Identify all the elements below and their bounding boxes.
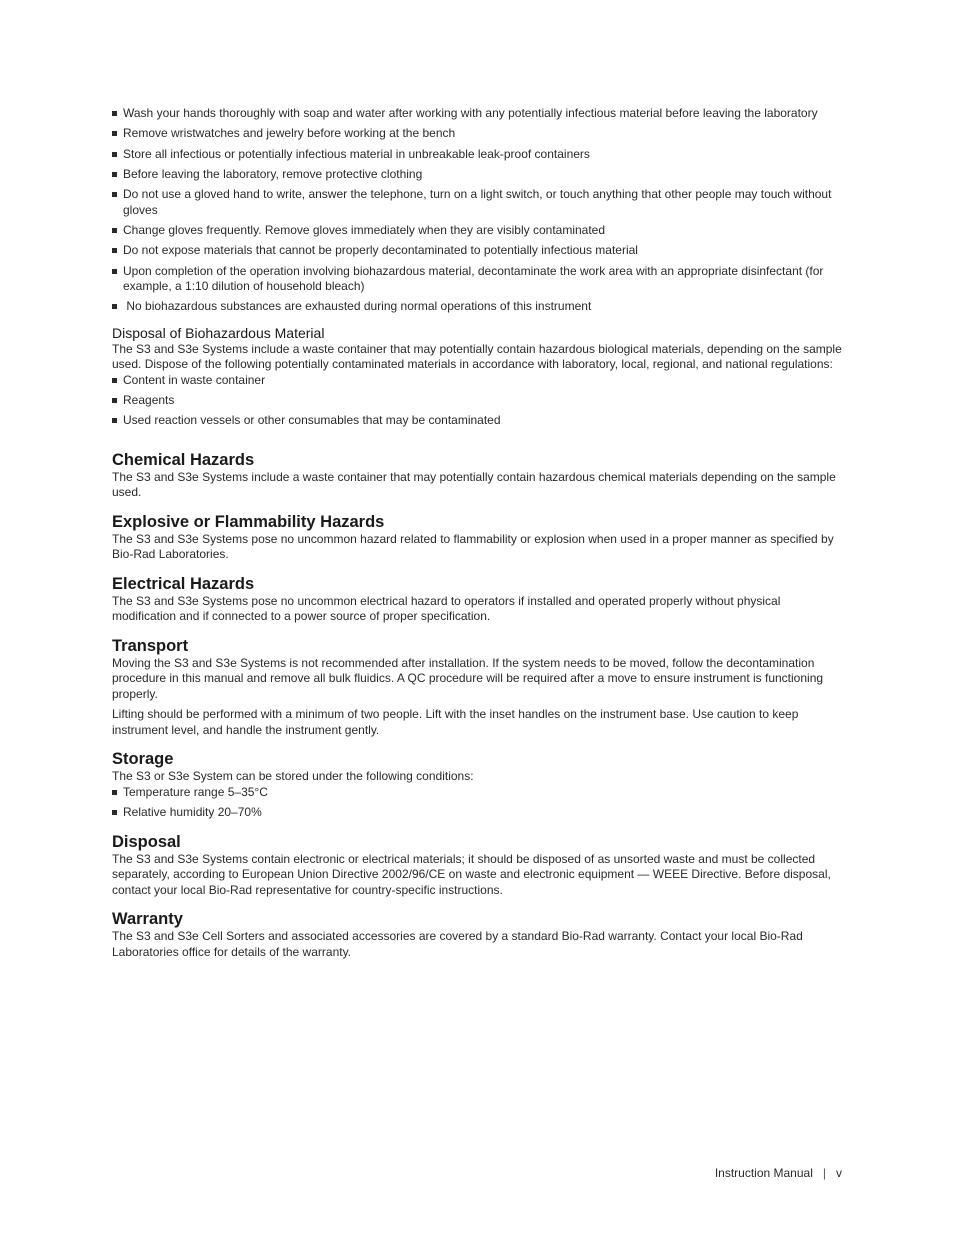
storage-heading: Storage [112,750,174,769]
bullet-square-icon [112,192,117,197]
page-content [112,106,842,960]
bullet-square-icon [112,398,117,403]
bullet-square-icon [112,248,117,253]
footer-separator: | [822,1166,826,1180]
list-item: Temperature range 5–35°C [112,785,842,801]
electrical-hazards-heading: Electrical Hazards [112,574,255,593]
chemical-hazards-text: The S3 and S3e Systems include a waste container that may potentially contain hazardous chemical materials depending on the sample used. [112,469,836,500]
bullet-square-icon [112,228,117,233]
list-item: Wash your hands thoroughly with soap and water after working with any potentially infectious material before leaving the laboratory [112,106,842,122]
transport-section [112,637,842,739]
bullet-square-icon [112,304,117,309]
transport-heading: Transport [112,636,189,655]
bullet-square-icon [112,172,117,177]
disposal-text: The S3 and S3e Systems contain electronic or electrical materials; it should be disposed of as unsorted waste and must be collected separately, according to European Union Directive 2002/96/CE on waste and electronic equipment — WEEE Directive. Before disposal, contact your local Bio-Rad representative for country-specific instructions. [112,851,831,897]
warranty-section [112,910,842,960]
bullet-square-icon [112,269,117,274]
page-footer [715,1166,842,1180]
storage-text: The S3 or S3e System can be stored under the following conditions: [112,769,474,784]
bullet-square-icon [112,378,117,383]
bullet-square-icon [112,131,117,136]
bullet-square-icon [112,152,117,157]
list-item: No biohazardous substances are exhausted during normal operations of this instrument [112,299,842,315]
electrical-hazards-text: The S3 and S3e Systems pose no uncommon electrical hazard to operators if installed and operated properly without physical modification and if connected to a power source of proper specification. [112,593,781,624]
chemical-hazards-section [112,451,842,501]
list-item: Reagents [112,393,842,409]
explosive-hazards-section [112,513,842,563]
biohazard-disposal-text: The S3 and S3e Systems include a waste container that may potentially contain hazardous biological materials, depending on the sample used. Dispose of the following potentially contaminated materials in accordance with laboratory, local, regional, and national regulations: [112,341,842,372]
bullet-square-icon [112,810,117,815]
biohazard-disposal-heading: Disposal of Biohazardous Material [112,324,325,341]
list-item: Remove wristwatches and jewelry before working at the bench [112,126,842,142]
list-item: Store all infectious or potentially infectious material in unbreakable leak-proof containers [112,147,842,163]
bullet-square-icon [112,790,117,795]
bullet-square-icon [112,418,117,423]
biohazard-disposal-section [112,325,842,429]
explosive-hazards-heading: Explosive or Flammability Hazards [112,512,385,531]
footer-label: Instruction Manual [714,1166,813,1180]
transport-text-1: Moving the S3 and S3e Systems is not recommended after installation. If the system needs to be moved, follow the decontamination procedure in this manual and remove all bulk fluidics. A QC procedure will be required after a move to ensure instrument is functioning properly. [112,655,824,701]
page-number: v [836,1166,842,1180]
transport-text-2: Lifting should be performed with a minimum of two people. Lift with the inset handles on the instrument base. Use caution to keep instrument level, and handle the instrument gently. [112,707,799,737]
warranty-text: The S3 and S3e Cell Sorters and associated accessories are covered by a standard Bio-Rad warranty. Contact your local Bio-Rad Laboratories office for details of the warranty. [112,929,803,959]
list-item: Used reaction vessels or other consumables that may be contaminated [112,413,842,429]
storage-conditions-list [112,785,842,821]
list-item: Content in waste container [112,373,842,389]
list-item: Upon completion of the operation involving biohazardous material, decontaminate the work area with an appropriate disinfectant (for example, a 1:10 dilution of household bleach) [112,264,842,295]
biohazard-disposal-list [112,373,842,429]
list-item: Do not expose materials that cannot be properly decontaminated to potentially infectious material [112,243,842,259]
list-item: Relative humidity 20–70% [112,805,842,821]
bullet-square-icon [112,111,117,116]
chemical-hazards-heading: Chemical Hazards [112,450,255,469]
list-item: Do not use a gloved hand to write, answer the telephone, turn on a light switch, or touch anything that other people may touch without gloves [112,187,842,218]
disposal-section [112,833,842,899]
explosive-hazards-text: The S3 and S3e Systems pose no uncommon hazard related to flammability or explosion when used in a proper manner as specified by Bio-Rad Laboratories. [112,531,834,562]
safety-bullet-list [112,106,842,315]
electrical-hazards-section [112,575,842,625]
warranty-heading: Warranty [112,910,183,929]
storage-section [112,750,842,820]
list-item: Before leaving the laboratory, remove protective clothing [112,167,842,183]
list-item: Change gloves frequently. Remove gloves immediately when they are visibly contaminated [112,223,842,239]
disposal-heading: Disposal [112,832,181,851]
